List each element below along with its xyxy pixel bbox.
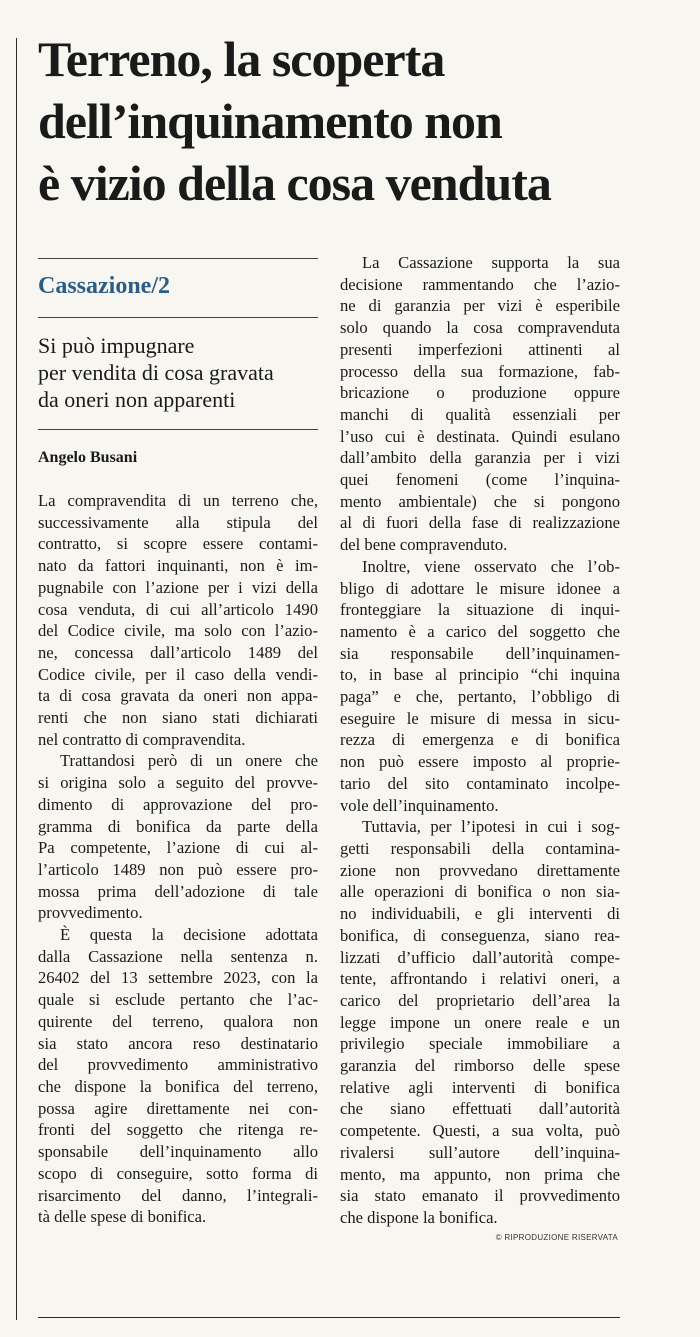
body-line: fronti del soggetto che ritenga re-: [38, 1120, 318, 1140]
body-line: manchi di qualità essenziali per: [340, 404, 620, 424]
body-line: È questa la decisione adottata: [60, 925, 318, 945]
body-line: ne, concessa dall’articolo 1489 del: [38, 642, 318, 662]
bottom-rule: [38, 1317, 620, 1318]
body-line: legge impone un onere reale e un: [340, 1012, 620, 1032]
body-line: provvedimento.: [38, 903, 143, 923]
body-line: presenti imperfezioni attinenti al: [340, 339, 620, 359]
body-line: cosa venduta, di cui all’articolo 1490: [38, 599, 318, 619]
body-line: carico del proprietario dell’area la: [340, 990, 620, 1010]
body-line: successivamente alla stipula del: [38, 512, 318, 532]
body-line: sia stato ancora reso destinatario: [38, 1033, 318, 1053]
body-line: Codice civile, per il caso della vendi-: [38, 664, 318, 684]
body-line: ne di garanzia per vizi è esperibile: [340, 296, 620, 316]
body-line: alle operazioni di bonifica o non sia-: [340, 882, 620, 902]
headline-line: Terreno, la scoperta: [38, 31, 445, 87]
body-line: to, in base al principio “chi inquina: [340, 665, 620, 685]
body-line: competente. Questi, a sua volta, può: [340, 1121, 620, 1141]
subhead: [38, 318, 318, 429]
body-line: mossa prima dell’adozione di tale: [38, 881, 318, 901]
body-line: 26402 del 13 settembre 2023, con la: [38, 968, 318, 988]
body-line: possa agire direttamente nei con-: [38, 1098, 318, 1118]
body-line: dimento di approvazione del pro-: [38, 794, 318, 814]
body-line: del Codice civile, ma solo con l’azio-: [38, 621, 318, 641]
subhead-line: per vendita di cosa gravata: [38, 360, 274, 385]
body-line: getti responsabili della contamina-: [340, 838, 620, 858]
body-line: Inoltre, viene osservato che l’ob-: [362, 556, 620, 576]
right-body-text: [340, 252, 620, 1229]
body-line: mento, ma appunto, non prima che: [340, 1164, 620, 1184]
body-line: bligo di adottare le misure idonee a: [340, 578, 620, 598]
body-line: l’articolo 1489 non può essere pro-: [38, 859, 318, 879]
body-line: quirente del terreno, qualora non: [38, 1011, 318, 1031]
left-vertical-rule: [16, 38, 17, 1320]
body-line: bonifica, di conseguenza, siano rea-: [340, 925, 620, 945]
body-line: gramma di bonifica da parte della: [38, 816, 318, 836]
body-line: relative agli interventi di bonifica: [340, 1077, 620, 1097]
body-line: del provvedimento amministrativo: [38, 1055, 318, 1075]
left-column: [38, 258, 318, 1228]
body-line: eseguire le misure di messa in sicu-: [340, 708, 620, 728]
body-line: risarcimento del danno, l’integrali-: [38, 1185, 318, 1205]
body-line: del bene compravenduto.: [340, 535, 508, 555]
body-line: sia stato emanato il provvedimento: [340, 1186, 620, 1206]
body-line: dalla Cassazione nella sentenza n.: [38, 946, 318, 966]
body-line: pugnabile con l’azione per i vizi della: [38, 577, 318, 597]
body-line: non può essere imposto al proprie-: [340, 752, 620, 772]
body-line: nel contratto di compravendita.: [38, 729, 246, 749]
copyright-notice: © RIPRODUZIONE RISERVATA: [495, 1232, 618, 1242]
body-line: fronteggiare la situazione di inqui-: [340, 600, 620, 620]
subhead-line: da oneri non apparenti: [38, 387, 236, 412]
body-line: Pa competente, l’azione di cui al-: [38, 838, 318, 858]
body-line: ta di cosa gravata da oneri non appa-: [38, 686, 318, 706]
body-line: namento è a carico del soggetto che: [340, 621, 620, 641]
body-line: garanzia del rimborso delle spese: [340, 1056, 620, 1076]
body-line: renti che non siano stati dichiarati: [38, 708, 318, 728]
headline: [38, 28, 658, 214]
body-line: che dispone la bonifica.: [340, 1207, 498, 1227]
body-line: bricazione o produzione oppure: [340, 383, 620, 403]
body-line: zione non provvedano direttamente: [340, 860, 620, 880]
body-line: tente, affrontando i relativi oneri, a: [340, 969, 620, 989]
body-line: nato da fattori inquinanti, non è im-: [38, 556, 318, 576]
body-line: contratto, si scopre essere contami-: [38, 534, 318, 554]
body-line: dall’ambito della garanzia per i vizi: [340, 448, 620, 468]
body-line: privilegio speciale immobiliare a: [340, 1034, 620, 1054]
body-line: scopo di conseguire, sotto forma di: [38, 1163, 318, 1183]
body-line: no individuabili, e gli interventi di: [340, 904, 620, 924]
author-byline: Angelo Busani: [38, 449, 138, 466]
body-line: processo della sua formazione, fab-: [340, 361, 620, 381]
subhead-line: Si può impugnare: [38, 333, 195, 358]
body-line: sia responsabile dell’inquinamen-: [340, 643, 620, 663]
body-line: Trattandosi però di un onere che: [60, 751, 318, 771]
body-line: sponsabile dell’inquinamento allo: [38, 1142, 318, 1162]
body-line: decisione rammentando che l’azio-: [340, 274, 620, 294]
headline-line: è vizio della cosa venduta: [38, 155, 551, 211]
body-line: che siano effettuati dall’autorità: [340, 1099, 620, 1119]
body-line: rezza di emergenza e di bonifica: [340, 730, 620, 750]
body-line: La Cassazione supporta la sua: [362, 253, 620, 272]
right-column: [340, 252, 620, 1242]
body-line: La compravendita di un terreno che,: [38, 491, 318, 510]
body-line: quei fenomeni (come l’inquina-: [340, 470, 620, 490]
body-line: tario del sito contaminato incolpe-: [340, 773, 620, 793]
body-line: al di fuori della fase di realizzazione: [340, 513, 620, 533]
body-line: paga” e che, pertanto, l’obbligo di: [340, 687, 620, 707]
body-line: rivalersi sull’autore dell’inquina-: [340, 1142, 620, 1162]
body-line: che dispone la bonifica del terreno,: [38, 1076, 318, 1096]
byline-top-rule: [38, 429, 318, 430]
body-line: mento ambientale) che si pongono: [340, 491, 620, 511]
body-line: quale si esclude pertanto che l’ac-: [38, 990, 318, 1010]
body-line: Tuttavia, per l’ipotesi in cui i sog-: [362, 817, 620, 837]
left-body-text: [38, 490, 318, 1228]
section-tag: Cassazione/2: [38, 273, 170, 299]
body-line: vole dell’inquinamento.: [340, 795, 499, 815]
body-line: lizzati d’ufficio dall’autorità compe-: [340, 947, 620, 967]
headline-line: dell’inquinamento non: [38, 93, 502, 149]
body-line: tà delle spese di bonifica.: [38, 1207, 207, 1227]
body-line: si origina solo a seguito del provve-: [38, 773, 318, 793]
body-line: l’uso cui è destinata. Quindi esulano: [340, 426, 620, 446]
body-line: solo quando la cosa compravenduta: [340, 318, 620, 338]
